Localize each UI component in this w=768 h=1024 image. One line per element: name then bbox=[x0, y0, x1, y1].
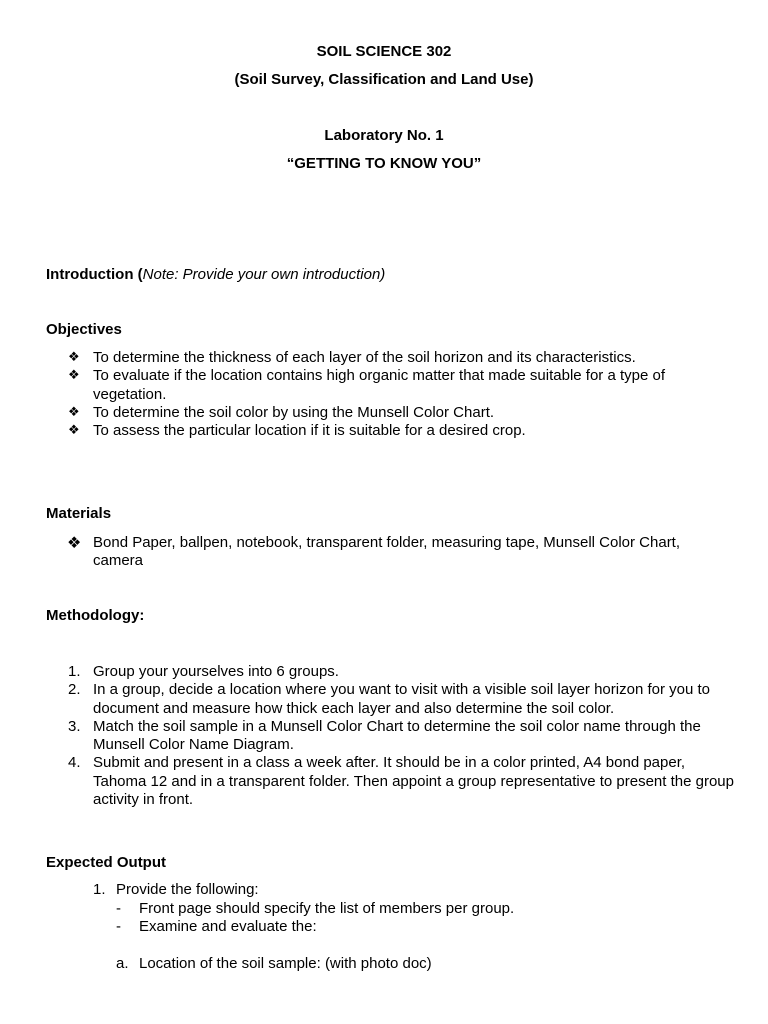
expected-output-heading: Expected Output bbox=[46, 854, 167, 871]
list-item: ❖ To determine the thickness of each layer of the soil horizon and its characteristics. bbox=[68, 349, 636, 366]
dash-marker: - bbox=[116, 900, 121, 917]
list-item: ❖ To assess the particular location if it is suitable for a desired crop. bbox=[68, 422, 526, 440]
course-title: SOIL SCIENCE 302 bbox=[316, 43, 452, 60]
materials-heading: Materials bbox=[46, 505, 112, 522]
methodology-heading: Methodology: bbox=[46, 607, 145, 624]
lab-number: Laboratory No. 1 bbox=[324, 127, 444, 144]
dash-item: Front page should specify the list of members per group. bbox=[139, 900, 515, 917]
list-number: 4. bbox=[68, 754, 81, 772]
sub-item-label: a. bbox=[116, 955, 129, 972]
introduction-note: Note: Provide your own introduction) bbox=[142, 266, 386, 283]
list-item: ❖ Bond Paper, ballpen, notebook, transparent folder, measuring tape, Munsell Color Chart, camera bbox=[67, 533, 681, 570]
list-item: 1. Group your yourselves into 6 groups. bbox=[68, 663, 339, 680]
diamond-bullet-icon: ❖ bbox=[68, 423, 80, 439]
expected-output-item: Provide the following: bbox=[116, 881, 259, 898]
dash-item: Examine and evaluate the: bbox=[139, 918, 317, 935]
list-item: 3. Match the soil sample in a Munsell Color Chart to determine the soil color name through the Munsell Color Name Diagram. bbox=[68, 717, 701, 754]
list-item: ❖ To determine the soil color by using the Munsell Color Chart. bbox=[68, 403, 495, 421]
diamond-bullet-icon: ❖ bbox=[68, 404, 80, 420]
list-item: 4. Submit and present in a class a week after. It should be in a color printed, A4 bond paper, Tahoma 12 and in a transparent folder. Then appoint a group representative to present the group activity in front. bbox=[68, 754, 734, 809]
objectives-list bbox=[46, 349, 736, 440]
diamond-bullet-icon: ❖ bbox=[68, 350, 80, 365]
objectives-heading: Objectives bbox=[46, 321, 122, 338]
methodology-list bbox=[46, 663, 736, 809]
expected-output-number: 1. bbox=[93, 881, 106, 898]
introduction-label: Introduction ( bbox=[46, 266, 143, 283]
diamond-bullet-icon: ❖ bbox=[68, 368, 80, 384]
diamond-bullet-icon: ❖ bbox=[67, 533, 82, 552]
list-item: ❖ To evaluate if the location contains high organic matter that made suitable for a type of vegetation. bbox=[68, 367, 666, 403]
list-number: 2. bbox=[68, 681, 81, 699]
list-number: 1. bbox=[68, 663, 81, 680]
materials-list bbox=[46, 534, 706, 571]
list-item: 2. In a group, decide a location where you want to visit with a visible soil layer horizon for you to document and measure how thick each layer and also determine the soil color. bbox=[68, 681, 710, 717]
sub-item-text: Location of the soil sample: (with photo doc) bbox=[139, 955, 432, 972]
lab-title: “GETTING TO KNOW YOU” bbox=[286, 155, 482, 172]
introduction-heading bbox=[46, 266, 385, 283]
dash-marker: - bbox=[116, 918, 121, 935]
course-subtitle: (Soil Survey, Classification and Land Use) bbox=[234, 71, 534, 88]
list-number: 3. bbox=[68, 717, 81, 735]
